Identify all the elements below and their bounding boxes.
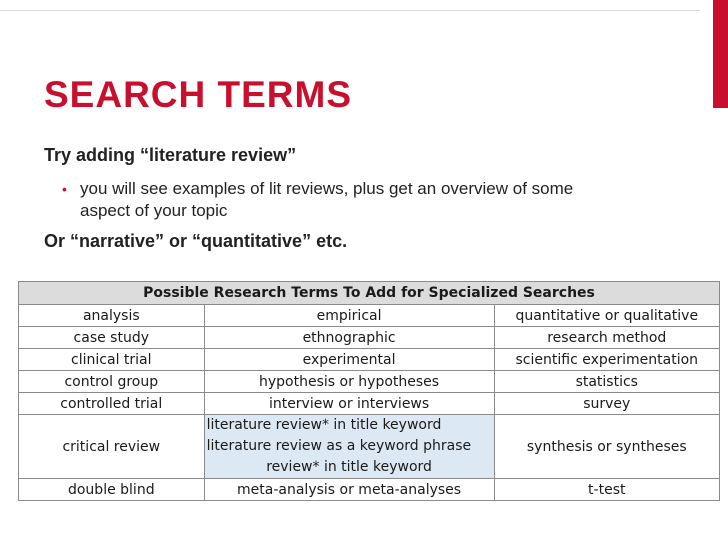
table-cell: experimental [204,349,494,371]
bullet-dot-icon: • [62,181,67,197]
table-cell: critical review [19,415,205,479]
table-row-highlighted [19,415,720,479]
table-cell: survey [494,393,719,415]
bullet-text: you will see examples of lit reviews, plus get an overview of some aspect of your topic [80,179,574,220]
text-line-1: Try adding “literature review” [44,145,297,165]
table-cell: controlled trial [19,393,205,415]
table-cell: control group [19,371,205,393]
highlight-line: literature review* in title keyword [206,417,442,433]
table-cell: analysis [19,305,205,327]
table-cell: ethnographic [204,327,494,349]
table-row [19,327,720,349]
highlight-line: review* in title keyword [266,459,432,475]
accent-bar [713,0,728,108]
table-row [19,393,720,415]
table-cell: clinical trial [19,349,205,371]
table-cell: scientific experimentation [494,349,719,371]
research-terms-table [18,281,720,501]
table-header: Possible Research Terms To Add for Specialized Searches [19,282,720,305]
bullet-item [62,178,622,222]
text-line-3: Or “narrative” or “quantitative” etc. [44,231,348,251]
table-row [19,479,720,501]
table-row [19,305,720,327]
highlight-line: literature review as a keyword phrase [206,438,472,454]
table-cell: quantitative or qualitative [494,305,719,327]
top-divider [0,10,700,11]
table-cell: t-test [494,479,719,501]
table-cell: statistics [494,371,719,393]
table-cell: meta-analysis or meta-analyses [204,479,494,501]
table-row [19,371,720,393]
table-cell: double blind [19,479,205,501]
table-row [19,349,720,371]
highlighted-cell [204,415,494,479]
slide-title: SEARCH TERMS [44,74,353,115]
table-cell: research method [494,327,719,349]
table-header-row [19,282,720,305]
table-cell: synthesis or syntheses [494,415,719,479]
table-cell: interview or interviews [204,393,494,415]
table-cell: empirical [204,305,494,327]
table-cell: case study [19,327,205,349]
table-cell: hypothesis or hypotheses [204,371,494,393]
